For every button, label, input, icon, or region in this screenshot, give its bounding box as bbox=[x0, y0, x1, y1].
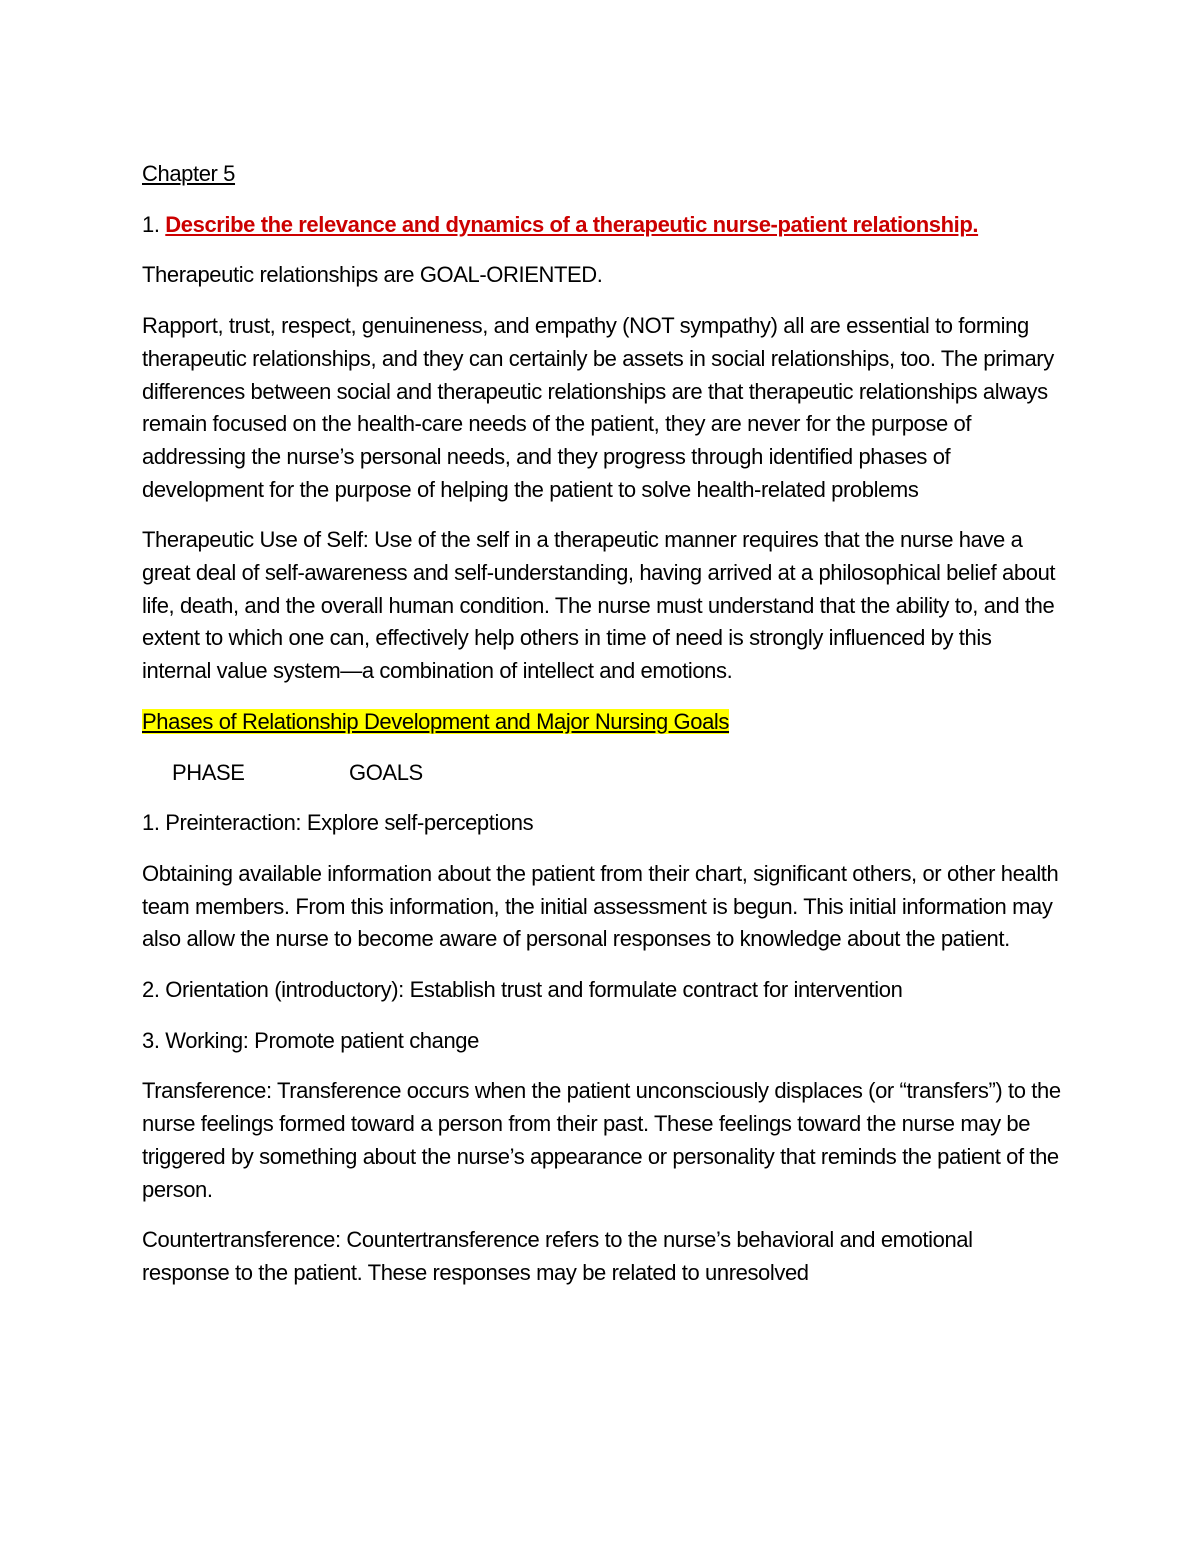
phases-table-header bbox=[142, 757, 1062, 790]
goals-column-header: GOALS bbox=[349, 759, 423, 785]
phase-column-header: PHASE bbox=[172, 759, 245, 785]
chapter-title: Chapter 5 bbox=[142, 161, 236, 186]
paragraph-rapport: Rapport, trust, respect, genuineness, and empathy (NOT sympathy) all are essential to forming therapeutic relationships, and they can certainly be assets in social relationships, too. The primary differences between social and therapeutic relationships are that therapeutic relationships always remain focused on the health-care needs of the patient, they are never for the purpose of addressing the nurse’s personal needs, and they progress through identified phases of development for the purpose of helping the patient to solve health-related problems bbox=[142, 313, 1054, 502]
document-page bbox=[142, 158, 1062, 1308]
phase-preinteraction-detail: Obtaining available information about the patient from their chart, significant others, or other health team members. From this information, the initial assessment is begun. This initial information may also allow the nurse to become aware of personal responses to knowledge about the patient. bbox=[142, 860, 1059, 952]
phase-preinteraction: 1. Preinteraction: Explore self-perceptions bbox=[142, 810, 534, 836]
paragraph-transference: Transference: Transference occurs when the patient unconsciously displaces (or “transfers”) to the nurse feelings formed toward a person from their past. These feelings toward the nurse may be triggered by something about the nurse’s appearance or personality that reminds the patient of the person. bbox=[142, 1078, 1061, 1202]
question-number: 1. bbox=[142, 211, 160, 237]
question-heading bbox=[142, 209, 1062, 242]
phase-working: 3. Working: Promote patient change bbox=[142, 1027, 479, 1053]
phase-orientation: 2. Orientation (introductory): Establish trust and formulate contract for intervention bbox=[142, 977, 903, 1003]
paragraph-use-of-self: Therapeutic Use of Self: Use of the self in a therapeutic manner requires that the nurse have a great deal of self-awareness and self-understanding, having arrived at a philosophical belief about life, death, and the overall human condition. The nurse must understand that the ability to, and the extent to which one can, effectively help others in time of need is strongly influenced by this internal value system—a combination of intellect and emotions. bbox=[142, 527, 1056, 684]
phases-heading: Phases of Relationship Development and Major Nursing Goals bbox=[142, 708, 730, 734]
paragraph-countertransference: Countertransference: Countertransference refers to the nurse’s behavioral and emotional response to the patient. These responses may be related to unresolved bbox=[142, 1227, 973, 1285]
phases-heading-line bbox=[142, 706, 1062, 739]
paragraph-goal-oriented: Therapeutic relationships are GOAL-ORIENTED. bbox=[142, 262, 603, 288]
question-text: Describe the relevance and dynamics of a therapeutic nurse-patient relationship. bbox=[165, 211, 979, 237]
